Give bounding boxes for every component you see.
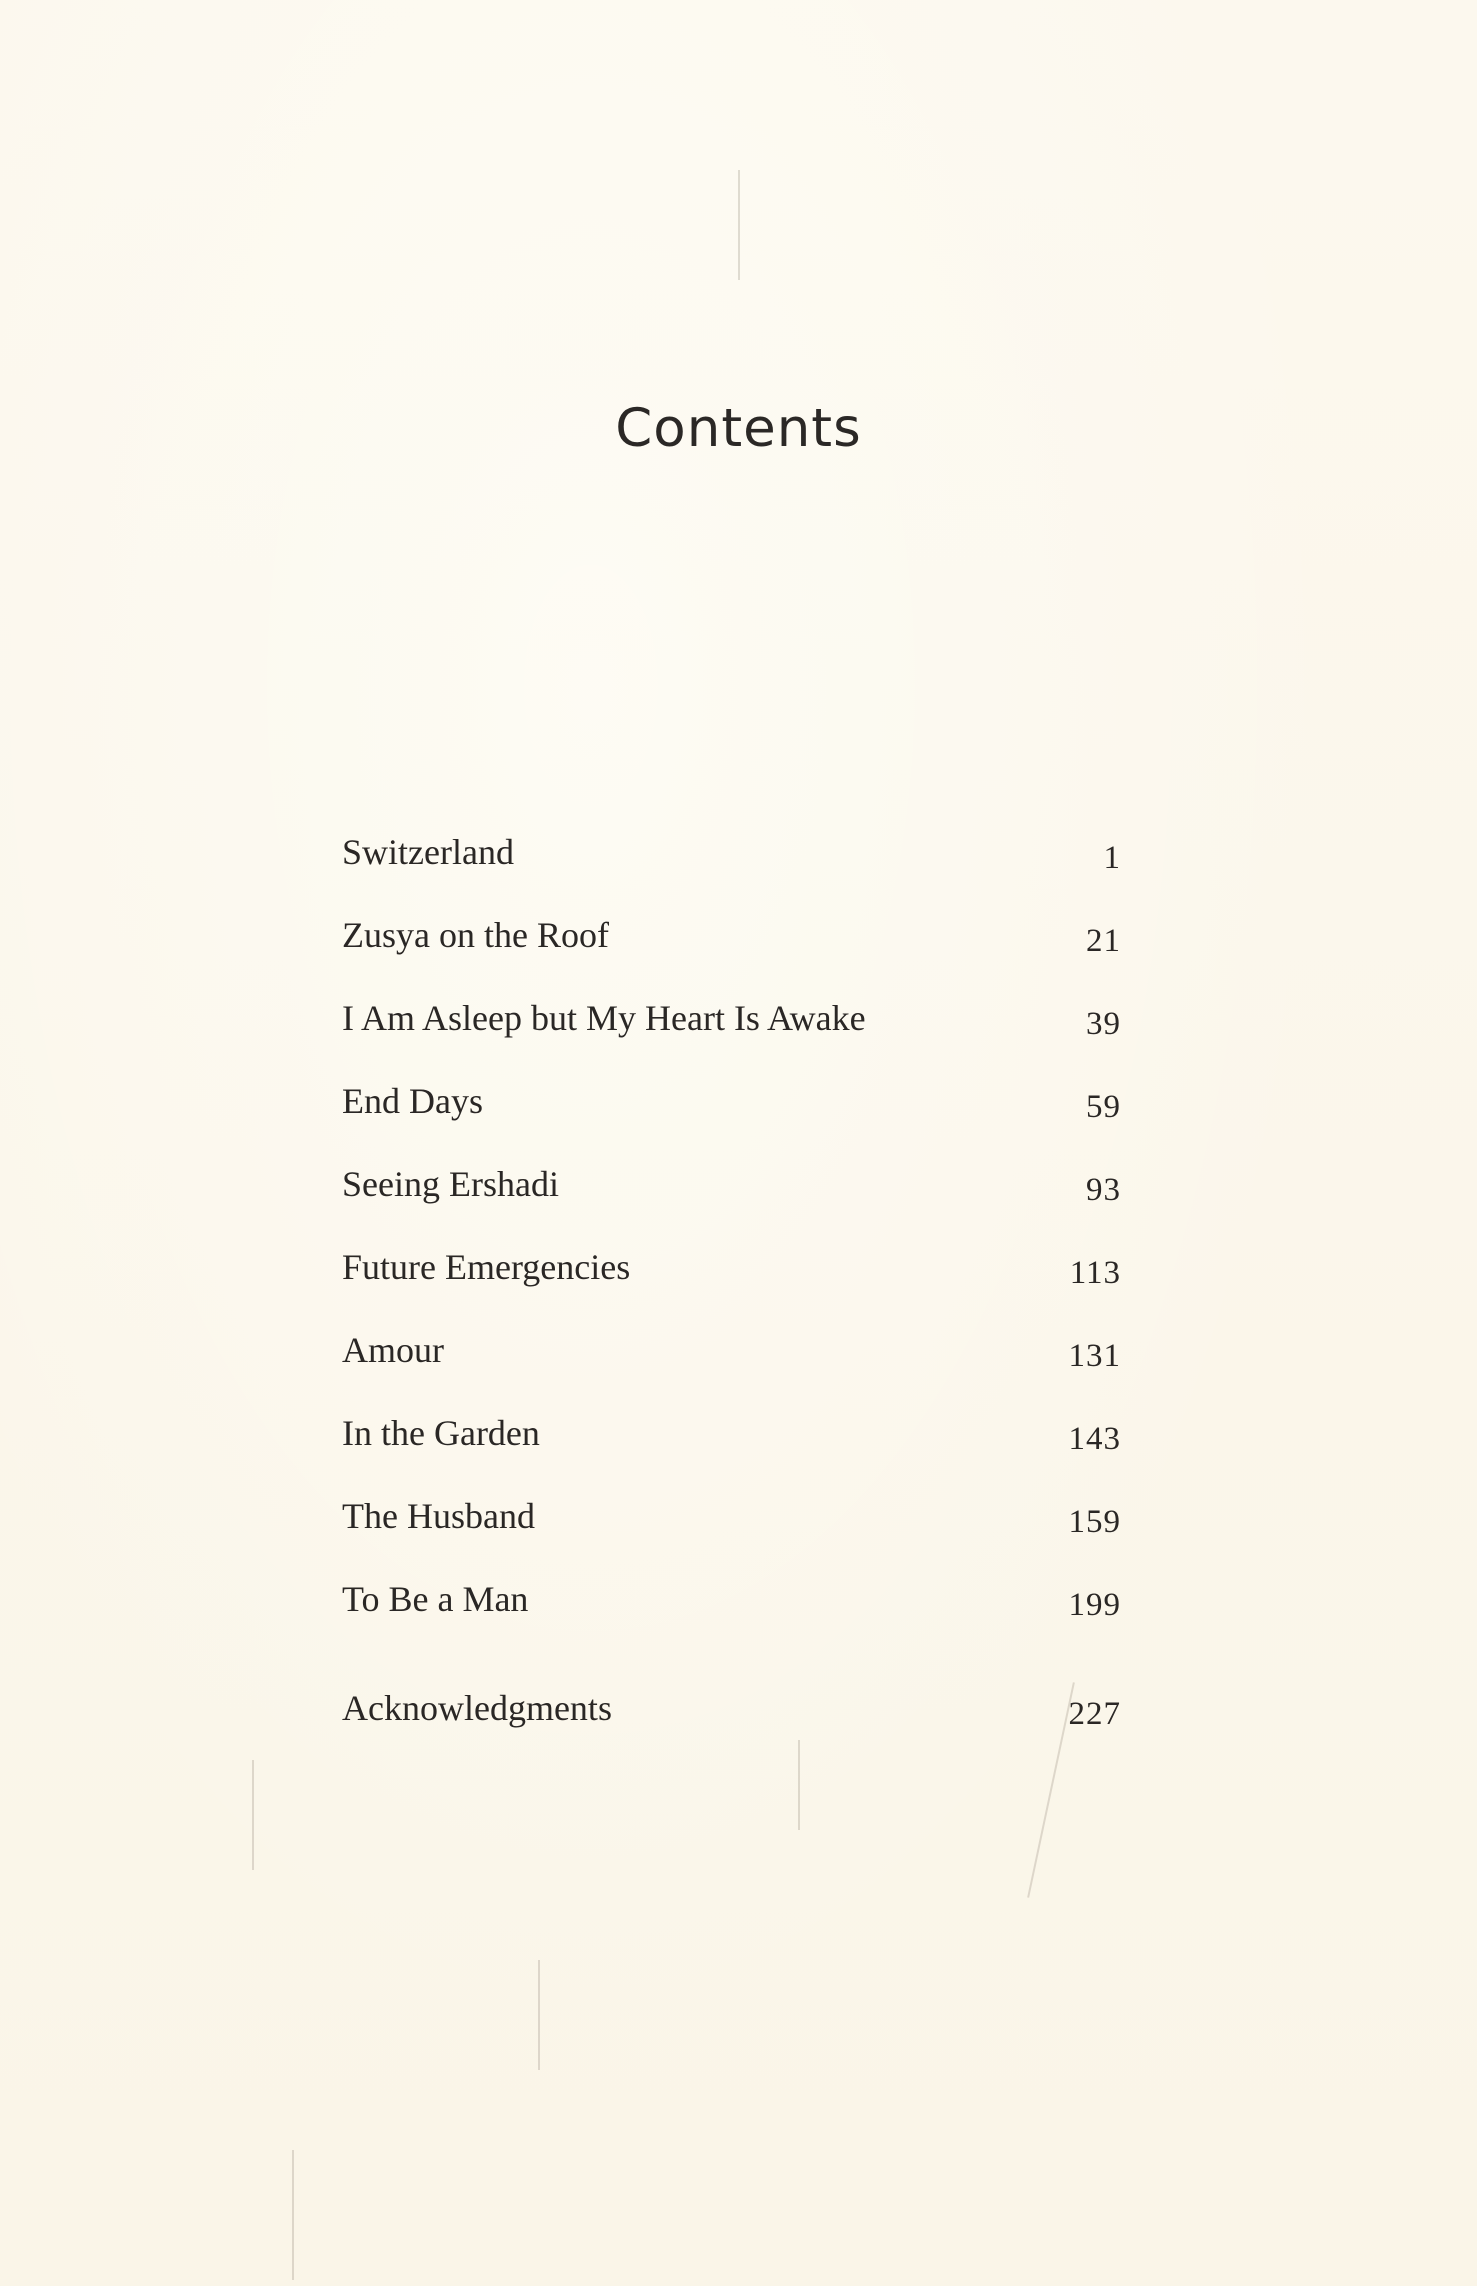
toc-entry-page-number: 21 — [1086, 923, 1121, 959]
toc-entry-title: Future Emergencies — [342, 1247, 631, 1287]
toc-entry-page-number: 1 — [1103, 840, 1121, 876]
toc-entry-page-number: 39 — [1086, 1006, 1121, 1042]
toc-entry[interactable] — [342, 1573, 1122, 1656]
page-title: Contents — [615, 398, 862, 459]
toc-entry-title: To Be a Man — [342, 1579, 529, 1619]
toc-entry-title: In the Garden — [342, 1413, 540, 1453]
toc-entry-page-number: 159 — [1068, 1504, 1121, 1540]
paper-crease-mark — [738, 170, 740, 280]
toc-entry-page-number: 143 — [1068, 1421, 1121, 1457]
paper-crease-mark — [538, 1960, 540, 2070]
paper-crease-mark — [292, 2150, 294, 2280]
toc-entry[interactable] — [342, 1682, 1122, 1765]
toc-entry-page-number: 227 — [1068, 1696, 1121, 1732]
toc-entry[interactable] — [342, 992, 1122, 1075]
toc-entry-title: I Am Asleep but My Heart Is Awake — [342, 998, 866, 1038]
toc-entry-page-number: 59 — [1086, 1089, 1121, 1125]
paper-crease-mark — [252, 1760, 254, 1870]
toc-entry-title: The Husband — [342, 1496, 535, 1536]
toc-entry[interactable] — [342, 1075, 1122, 1158]
toc-entry-title: End Days — [342, 1081, 483, 1121]
toc-entry[interactable] — [342, 1490, 1122, 1573]
toc-entry-title: Seeing Ershadi — [342, 1164, 559, 1204]
toc-entry[interactable] — [342, 1241, 1122, 1324]
toc-entry[interactable] — [342, 1158, 1122, 1241]
toc-entry[interactable] — [342, 909, 1122, 992]
toc-entry-title: Switzerland — [342, 832, 514, 872]
toc-entry[interactable] — [342, 826, 1122, 909]
toc-entry-page-number: 131 — [1068, 1338, 1121, 1374]
toc-entry[interactable] — [342, 1324, 1122, 1407]
toc-entry-page-number: 113 — [1069, 1255, 1121, 1291]
toc-entry-page-number: 93 — [1086, 1172, 1121, 1208]
toc-entry[interactable] — [342, 1407, 1122, 1490]
toc-entry-page-number: 199 — [1068, 1587, 1121, 1623]
table-of-contents — [342, 826, 1122, 1765]
toc-entry-title: Amour — [342, 1330, 444, 1370]
toc-entry-title: Zusya on the Roof — [342, 915, 609, 955]
toc-entry-title: Acknowledgments — [342, 1688, 612, 1728]
